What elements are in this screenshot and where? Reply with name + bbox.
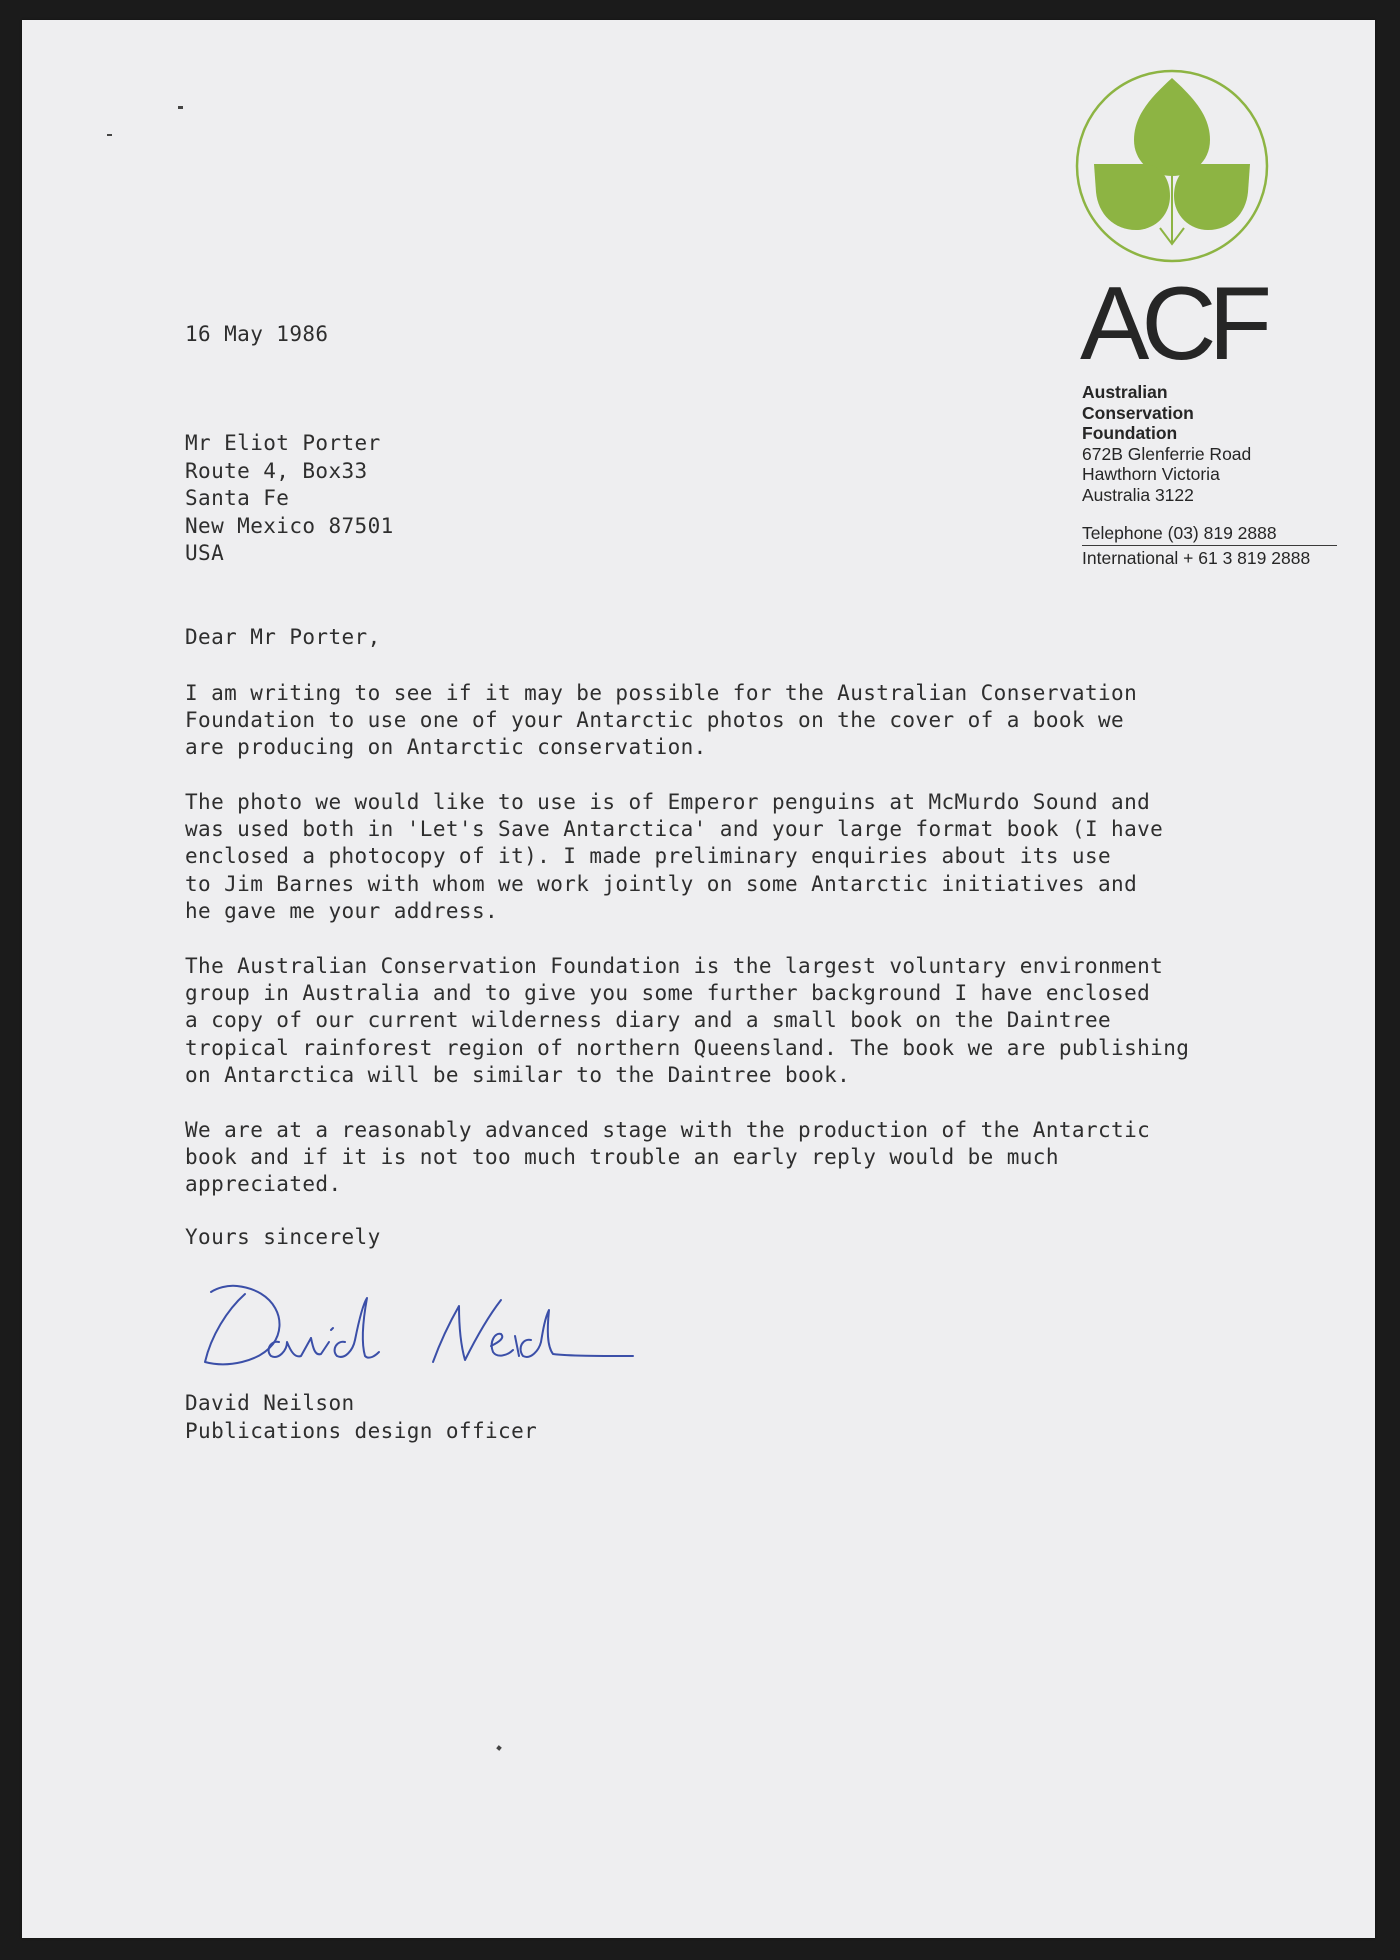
org-name-line: Foundation — [1082, 423, 1178, 443]
paragraph-line: to Jim Barnes with whom we work jointly on some Antarctic initiatives and — [185, 871, 1138, 896]
paragraph-line: was used both in 'Let's Save Antarctica' and your large format book (I have — [185, 817, 1164, 842]
org-address-line: Hawthorn Victoria — [1082, 464, 1220, 484]
recipient-address — [185, 430, 394, 568]
paragraph-line: appreciated. — [185, 1172, 342, 1197]
recipient-line: Santa Fe — [185, 486, 290, 510]
international-number: International + 61 3 819 2888 — [1082, 548, 1311, 568]
letter-date: 16 May 1986 — [185, 322, 329, 346]
org-address-block — [1082, 382, 1251, 505]
salutation: Dear Mr Porter, — [185, 625, 381, 649]
paragraph-line: book and if it is not too much trouble an early reply would be much — [185, 1145, 1059, 1170]
org-name-line: Conservation — [1082, 402, 1194, 423]
closing: Yours sincerely — [185, 1225, 381, 1249]
org-address-line: 672B Glenferrie Road — [1082, 443, 1252, 464]
letter-page — [22, 20, 1375, 1938]
stray-mark — [496, 1745, 502, 1751]
recipient-line: New Mexico 87501 — [185, 513, 394, 538]
contact-divider — [1082, 545, 1337, 546]
stray-mark — [107, 134, 112, 136]
paragraph-line: he gave me your address. — [185, 898, 499, 923]
paragraph-line: a copy of our current wilderness diary and a small book on the Daintree — [185, 1008, 1112, 1033]
org-contacts — [1082, 522, 1337, 569]
body-paragraph — [185, 789, 1245, 925]
stray-mark — [178, 106, 183, 109]
signer-name: David Neilson — [185, 1391, 355, 1415]
body-paragraph — [185, 680, 1245, 762]
body-paragraph — [185, 1117, 1245, 1199]
paragraph-line: Foundation to use one of your Antarctic photos on the cover of a book we — [185, 708, 1125, 733]
paragraph-line: I am writing to see if it may be possible for the Australian Conservation — [185, 681, 1138, 705]
recipient-line: Mr Eliot Porter — [185, 431, 381, 455]
telephone-number: Telephone (03) 819 2888 — [1082, 523, 1277, 543]
acf-wordmark: ACF — [1080, 266, 1264, 382]
three-leaf-icon — [1074, 68, 1270, 264]
org-address-line: Australia 3122 — [1082, 484, 1194, 505]
paragraph-line: enclosed a photocopy of it). I made preliminary enquiries about its use — [185, 844, 1112, 869]
paragraph-line: We are at a reasonably advanced stage with the production of the Antarctic — [185, 1118, 1151, 1142]
paragraph-line: The photo we would like to use is of Emperor penguins at McMurdo Sound and — [185, 790, 1151, 814]
org-name-line: Australian — [1082, 382, 1168, 402]
paragraph-line: group in Australia and to give you some further background I have enclosed — [185, 981, 1151, 1006]
paragraph-line: tropical rainforest region of northern Queensland. The book we are publishing — [185, 1035, 1190, 1060]
body-paragraph — [185, 953, 1245, 1089]
handwritten-signature — [197, 1270, 717, 1380]
paragraph-line: on Antarctica will be similar to the Daintree book. — [185, 1062, 851, 1087]
signer-block — [185, 1390, 537, 1445]
paragraph-line: The Australian Conservation Foundation is the largest voluntary environment — [185, 954, 1164, 978]
signer-title: Publications design officer — [185, 1418, 538, 1443]
recipient-line: USA — [185, 541, 225, 565]
recipient-line: Route 4, Box33 — [185, 458, 368, 483]
paragraph-line: are producing on Antarctic conservation. — [185, 735, 707, 760]
